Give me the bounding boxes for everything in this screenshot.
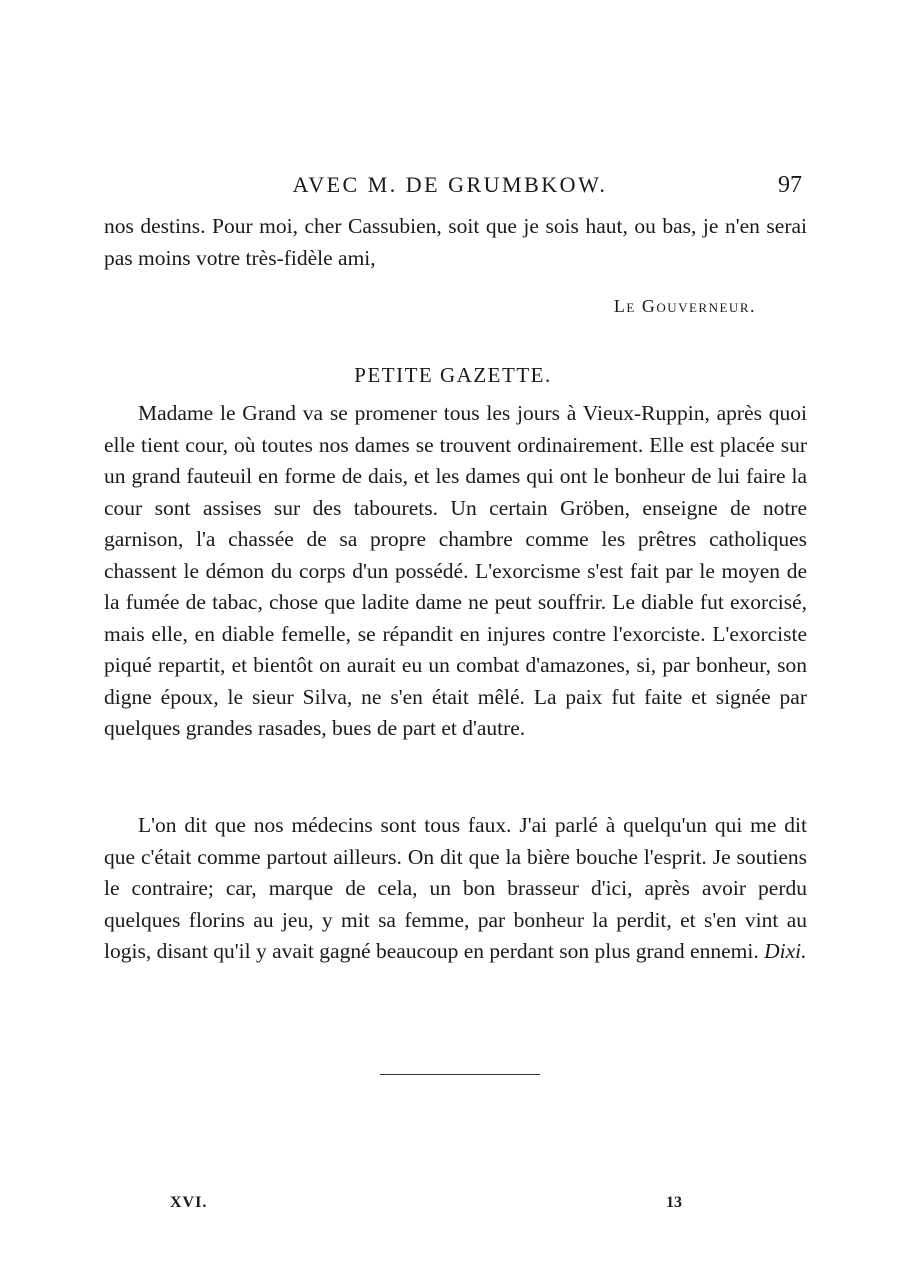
letter-signature: Le Gouverneur. (613, 296, 756, 316)
running-title: AVEC M. DE GRUMBKOW. (292, 172, 608, 197)
sheet-number: 13 (666, 1194, 682, 1211)
section-end-rule (380, 1074, 540, 1075)
printer-signature-mark: XVI. (170, 1194, 208, 1211)
closing-dixi: Dixi. (764, 939, 807, 963)
page-number: 97 (778, 172, 802, 198)
running-head (0, 170, 900, 200)
section-title: PETITE GAZETTE. (354, 363, 552, 387)
continuation-paragraph: nos destins. Pour moi, cher Cassubien, soit que je sois haut, ou bas, je n'en serai pas moins votre très-fidèle ami, (104, 214, 807, 270)
gazette-paragraph-2 (104, 810, 807, 968)
gazette-paragraph-2-text: L'on dit que nos médecins sont tous faux. J'ai parlé à quelqu'un qui me dit que c'était comme partout ailleurs. On dit que la bière bouche l'esprit. Je soutiens le contraire; car, marque de cela, un bon brasseur d'ici, après avoir perdu quelques florins au jeu, y mit sa femme, par bonheur la perdit, et s'en vint au logis, disant qu'il y avait gagné beaucoup en perdant son plus grand ennemi. (104, 813, 807, 963)
gazette-paragraph-1: Madame le Grand va se promener tous les jours à Vieux-Ruppin, après quoi elle tient cour, où toutes nos dames se trouvent ordinairement. Elle est placée sur un grand fauteuil en forme de dais, et les dames qui ont le bonheur de lui faire la cour sont assises sur des tabourets. Un certain Gröben, enseigne de notre garnison, l'a chassée de sa propre chambre comme les prêtres catholiques chassent le démon du corps d'un possédé. L'exorcisme s'est fait par le moyen de la fumée de tabac, chose que ladite dame ne peut souffrir. Le diable fut exorcisé, mais elle, en diable femelle, se répandit en injures contre l'exorciste. L'exorciste piqué repartit, et bientôt on aurait eu un combat d'amazones, si, par bonheur, son digne époux, le sieur Silva, ne s'en était mêlé. La paix fut faite et signée par quelques grandes rasades, bues de part et d'autre. (104, 401, 807, 740)
